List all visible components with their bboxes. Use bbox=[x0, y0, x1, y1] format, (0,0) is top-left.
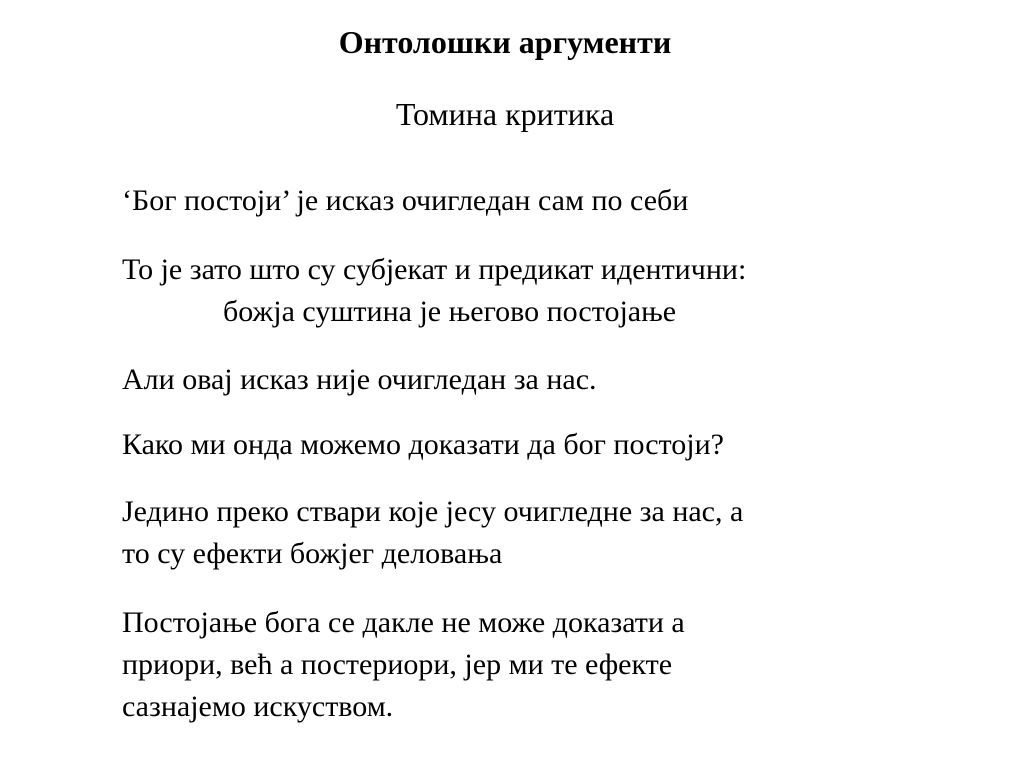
paragraph-6-line-2: приори, већ а постериори, јер ми те ефекте bbox=[122, 648, 673, 681]
paragraph-2 bbox=[122, 249, 746, 333]
paragraph-2-line-1: То је зато што су субјекат и предикат идентични: bbox=[122, 253, 747, 286]
paragraph-3-line-1: Али овај исказ није очигледан за нас. bbox=[122, 363, 597, 396]
paragraph-6-line-3: сазнајемо искуством. bbox=[122, 690, 394, 723]
paragraph-1 bbox=[122, 180, 688, 222]
paragraph-5-line-1: Једино преко ствари које јесу очигледне за нас, а bbox=[122, 495, 744, 528]
paragraph-2-line-2: божја суштина је његово постојање bbox=[223, 295, 677, 328]
paragraph-6-line-1: Постојање бога се дакле не може доказати а bbox=[122, 606, 685, 639]
paragraph-5 bbox=[122, 491, 743, 575]
slide-subtitle: Томина критика bbox=[395, 96, 615, 132]
paragraph-6 bbox=[122, 602, 685, 728]
paragraph-3 bbox=[122, 359, 597, 401]
paragraph-4 bbox=[122, 424, 724, 466]
slide-title: Онтолошки аргументи bbox=[338, 24, 672, 60]
paragraph-5-line-2: то су ефекти божјег деловања bbox=[122, 537, 503, 570]
paragraph-1-line-1: ‘Бог постоји’ је исказ очигледан сам по себи bbox=[122, 184, 689, 217]
paragraph-4-line-1: Како ми онда можемо доказати да бог постоји? bbox=[122, 428, 724, 461]
